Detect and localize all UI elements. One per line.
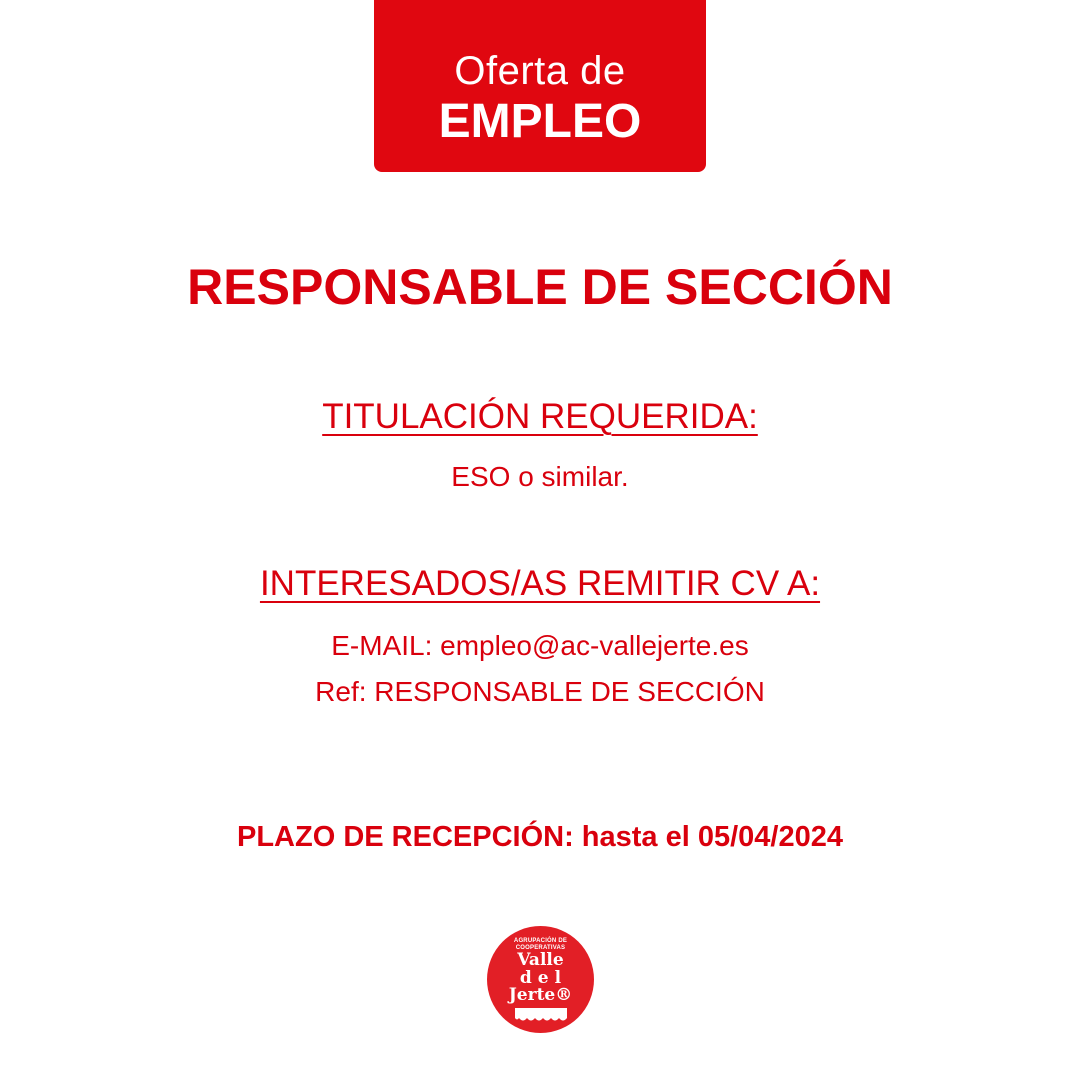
requirements-text: ESO o similar. [451,461,629,492]
job-offer-banner [374,0,706,172]
deadline-text: PLAZO DE RECEPCIÓN: hasta el 05/04/2024 [237,821,843,853]
awning-icon [487,1006,594,1026]
requirements-heading: TITULACIÓN REQUERIDA: [322,397,758,436]
banner-line-employment: EMPLEO [438,95,642,148]
job-title: RESPONSABLE DE SECCIÓN [187,259,893,315]
apply-heading: INTERESADOS/AS REMITIR CV A: [259,564,821,603]
logo-subtitle-line2: COOPERATIVAS [515,944,566,951]
logo-subtitle-line1: AGRUPACIÓN DE [513,938,568,944]
logo-word-jerte: Jerte® [508,985,573,1005]
logo-word-valle: Valle [517,950,564,970]
valle-del-jerte-logo [487,926,594,1033]
apply-email: E-MAIL: empleo@ac-vallejerte.es [331,630,749,661]
apply-reference: Ref: RESPONSABLE DE SECCIÓN [315,676,765,707]
logo-word-del: del [519,968,568,988]
banner-line-offer: Oferta de [454,49,626,93]
